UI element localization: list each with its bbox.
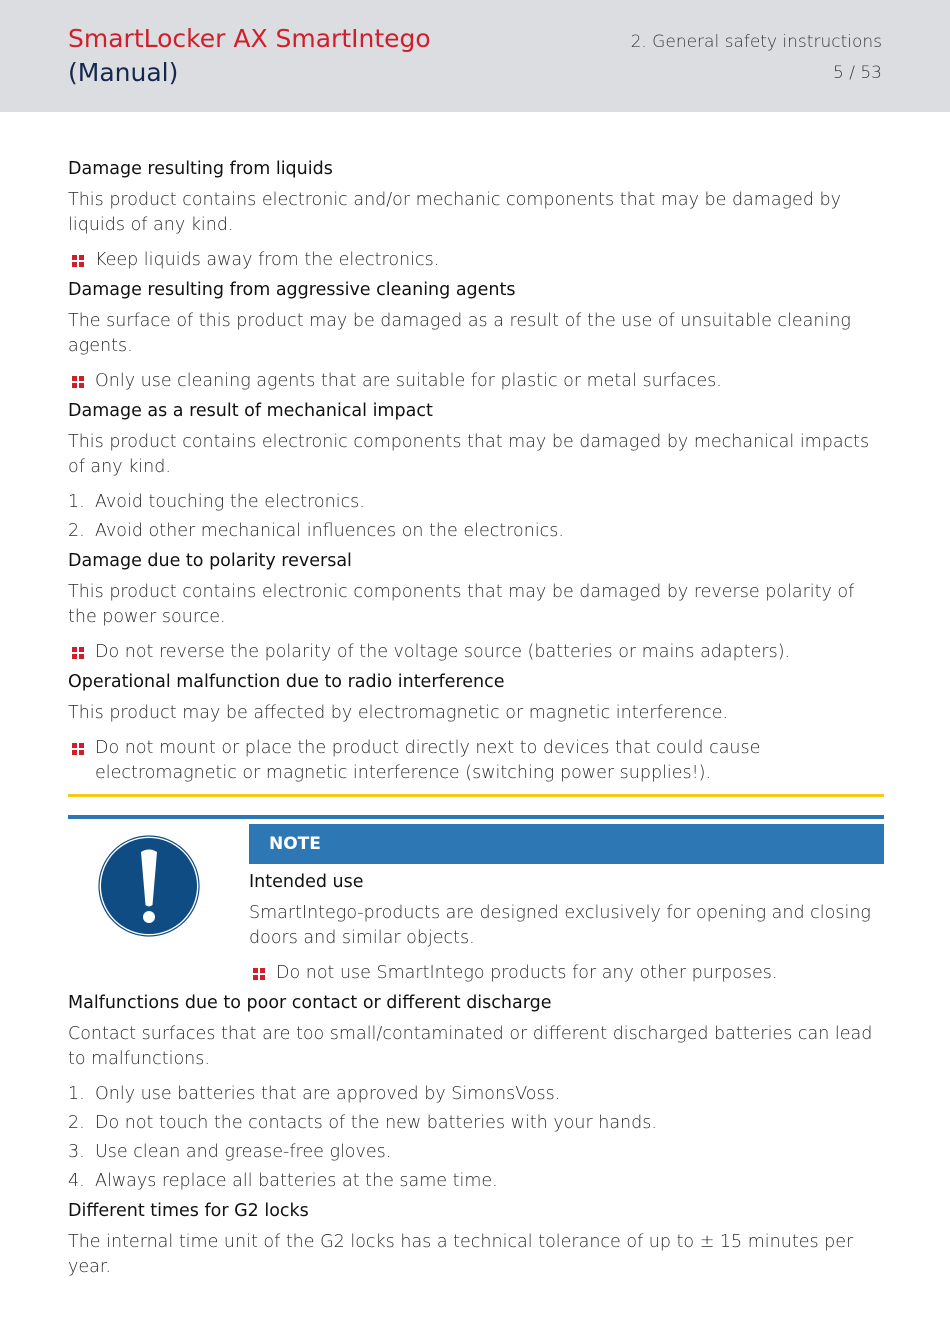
numbered-list (68, 1082, 884, 1194)
title-doc-type: (Manual) (68, 58, 179, 87)
list-item (68, 248, 884, 273)
warning-divider (68, 794, 884, 797)
square-bullet-icon (253, 968, 265, 980)
bullet-list (249, 961, 884, 986)
list-item-text: Only use cleaning agents that are suitable for plastic or metal surfaces. (95, 371, 722, 391)
bullet-list (68, 640, 884, 665)
header-meta (631, 27, 882, 89)
section-text: The surface of this product may be damaged as a result of the use of unsuitable cleaning agents. (68, 311, 851, 356)
note-heading: Intended use (249, 872, 364, 892)
list-item-text: Do not mount or place the product directly next to devices that could cause electromagnetic or magnetic interference (switching power supplies!). (95, 738, 761, 783)
square-bullet-icon (72, 255, 84, 267)
section-heading: Damage as a result of mechanical impact (68, 401, 433, 421)
section-heading: Damage due to polarity reversal (68, 551, 352, 571)
list-item-text: Avoid touching the electronics. (95, 492, 365, 512)
list-item: 2. Avoid other mechanical influences on the electronics. (68, 521, 564, 541)
square-bullet-icon (72, 743, 84, 755)
note-text: SmartIntego-products are designed exclusively for opening and closing doors and similar objects. (249, 903, 871, 948)
list-item-text: Avoid other mechanical influences on the electronics. (95, 521, 564, 541)
section-text: The internal time unit of the G2 locks has a technical tolerance of up to ± 15 minutes per year. (68, 1232, 854, 1277)
list-item: 4. Always replace all batteries at the same time. (68, 1171, 498, 1191)
section-text: This product contains electronic components that may be damaged by reverse polarity of the power source. (68, 582, 855, 627)
list-item-text: Do not touch the contacts of the new batteries with your hands. (95, 1113, 657, 1133)
title-product: SmartLocker AX SmartIntego (68, 24, 431, 53)
section-heading: Damage resulting from aggressive cleaning agents (68, 280, 516, 300)
bullet-list (68, 248, 884, 273)
note-box (68, 815, 884, 990)
list-item: 2. Do not touch the contacts of the new batteries with your hands. (68, 1113, 657, 1133)
exclamation-circle-icon (98, 835, 200, 937)
section-heading: Damage resulting from liquids (68, 159, 333, 179)
list-item-text: Use clean and grease-free gloves. (95, 1142, 392, 1162)
note-divider (68, 815, 884, 819)
note-label: NOTE (249, 824, 884, 864)
section-heading: Different times for G2 locks (68, 1201, 309, 1221)
list-item (249, 961, 884, 986)
list-item-text: Always replace all batteries at the same time. (95, 1171, 498, 1191)
page-content (68, 156, 884, 1290)
list-item-text: Keep liquids away from the electronics. (95, 250, 440, 270)
list-item-text: Do not reverse the polarity of the voltage source (batteries or mains adapters). (95, 642, 791, 662)
bullet-list (68, 736, 884, 786)
list-item: 3. Use clean and grease-free gloves. (68, 1142, 392, 1162)
bullet-list (68, 369, 884, 394)
square-bullet-icon (72, 647, 84, 659)
section-heading: Operational malfunction due to radio interference (68, 672, 505, 692)
list-item (68, 736, 884, 786)
note-content (249, 824, 884, 990)
page-number: 5 / 53 (833, 63, 882, 83)
list-item: 1. Only use batteries that are approved by SimonsVoss. (68, 1084, 561, 1104)
list-item: 1. Avoid touching the electronics. (68, 492, 365, 512)
numbered-list (68, 490, 884, 544)
section-text: This product contains electronic components that may be damaged by mechanical impacts of any kind. (68, 432, 870, 477)
document-title (68, 22, 431, 90)
list-item-text: Only use batteries that are approved by SimonsVoss. (95, 1084, 561, 1104)
page-header (0, 0, 950, 112)
section-heading: Malfunctions due to poor contact or different discharge (68, 993, 552, 1013)
list-item-text: Do not use SmartIntego products for any other purposes. (276, 963, 778, 983)
list-item (68, 369, 884, 394)
square-bullet-icon (72, 376, 84, 388)
list-item (68, 640, 884, 665)
section-text: Contact surfaces that are too small/contaminated or different discharged batteries can lead to malfunctions. (68, 1024, 873, 1069)
section-title: 2. General safety instructions (630, 32, 882, 52)
section-text: This product contains electronic and/or mechanic components that may be damaged by liquids of any kind. (68, 190, 841, 235)
section-text: This product may be affected by electromagnetic or magnetic interference. (68, 703, 729, 723)
